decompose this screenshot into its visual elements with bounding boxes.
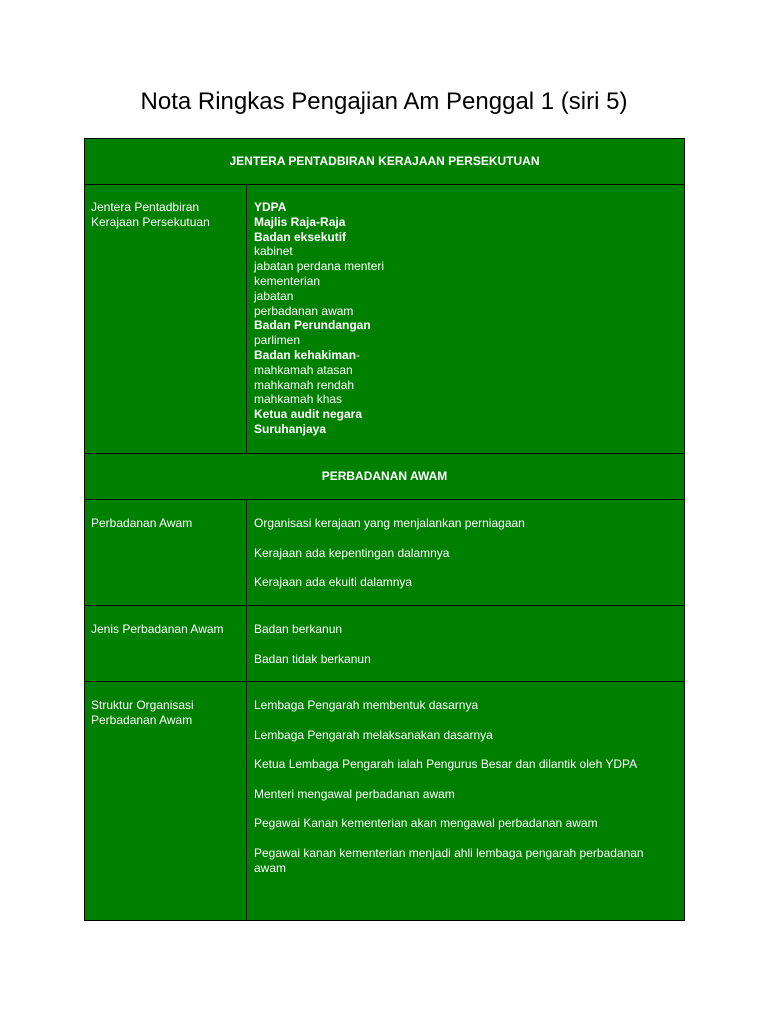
row-content-jenis-perbadanan [247,606,684,681]
jentera-item-list [254,200,678,437]
row-content-perbadanan-awam [247,500,684,605]
jentera-item [254,215,678,230]
jentera-item [254,407,678,422]
list-item: Badan tidak berkanun [254,651,371,666]
row-label-perbadanan-awam [85,500,247,605]
jentera-item [254,200,678,215]
row-label-text: Perbadanan Awam [91,516,193,530]
list-item: Pegawai kanan kementerian menjadi ahli lembaga pengarah perbadanan awam [254,845,644,875]
jentera-item-text: mahkamah khas [254,392,343,407]
row-label-jenis-perbadanan [85,606,247,681]
jentera-item-text: jabatan [254,288,294,303]
jentera-item-text: jabatan perdana menteri [254,259,385,274]
list-item: Organisasi kerajaan yang menjalankan perniagaan [254,516,525,530]
jentera-item [254,274,678,289]
table-row-perbadanan-awam [85,500,684,606]
list-item: Menteri mengawal perbadanan awam [254,786,455,801]
jentera-item-text: Majlis Raja-Raja [254,214,346,229]
row-label-text: Jenis Perbadanan Awam [91,622,224,636]
table-row-struktur-organisasi [85,682,684,920]
row-label-text: Jentera Pentadbiran Kerajaan Persekutuan [91,200,210,229]
list-item: Lembaga Pengarah melaksanakan dasarnya [254,727,493,742]
jentera-item-text: kabinet [254,244,293,259]
section-header-jentera-text: JENTERA PENTADBIRAN KERAJAAN PERSEKUTUAN [229,154,540,169]
table-row-jenis-perbadanan [85,606,684,682]
section-header-jentera [85,139,684,185]
jentera-item-text: parlimen [254,333,301,348]
notes-table [84,138,685,921]
jentera-item-text: Badan Perundangan [254,318,371,333]
jentera-item-text: Ketua audit negara [254,407,363,422]
jentera-item [254,392,678,407]
row-label-struktur-organisasi [85,682,247,920]
jentera-item-text: perbadanan awam [254,303,354,318]
jentera-item-text: YDPA [254,200,287,214]
row-label-text: Struktur Organisasi Perbadanan Awam [91,698,194,727]
jentera-item-text: Badan eksekutif [254,229,347,244]
jentera-item-text: mahkamah rendah [254,377,355,392]
section-header-perbadanan [85,454,684,500]
jentera-item [254,289,678,304]
jentera-item-text: Badan kehakiman [254,347,357,362]
page-title: Nota Ringkas Pengajian Am Penggal 1 (siri 5) [140,88,628,115]
list-item: Kerajaan ada ekuiti dalamnya [254,575,413,590]
jentera-item-suffix: - [356,347,361,362]
row-label-jentera [85,185,247,453]
jentera-item [254,422,678,437]
list-item: Badan berkanun [254,622,343,636]
list-item: Lembaga Pengarah membentuk dasarnya [254,698,479,712]
jentera-item [254,333,678,348]
jentera-item [254,304,678,319]
jentera-item [254,259,678,274]
jentera-item [254,348,678,363]
jentera-item [254,363,678,378]
jentera-item [254,244,678,259]
list-item: Kerajaan ada kepentingan dalamnya [254,545,450,560]
jentera-item [254,230,678,245]
jentera-item-text: mahkamah atasan [254,362,353,377]
row-content-jentera [247,185,684,453]
jentera-item [254,378,678,393]
list-item: Ketua Lembaga Pengarah ialah Pengurus Besar dan dilantik oleh YDPA [254,757,638,772]
jentera-item-text: Suruhanjaya [254,421,327,436]
table-row-jentera [85,185,684,454]
jentera-item-text: kementerian [254,273,321,288]
row-content-struktur-organisasi [247,682,684,920]
jentera-item [254,318,678,333]
section-header-perbadanan-text: PERBADANAN AWAM [321,469,448,484]
list-item: Pegawai Kanan kementerian akan mengawal perbadanan awam [254,816,598,831]
